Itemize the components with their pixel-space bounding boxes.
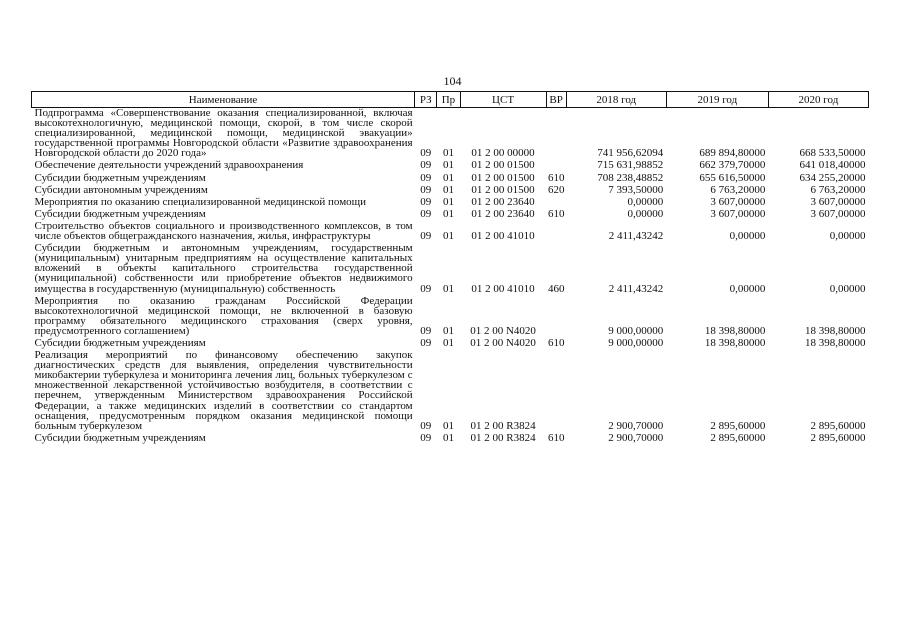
- row-cst: 01 2 00 01500: [471, 183, 535, 196]
- table-row: [32, 243, 869, 295]
- row-vr: [546, 160, 566, 172]
- row-2018: 0,00000: [627, 195, 664, 208]
- row-2019: 0,00000: [729, 230, 766, 243]
- row-2020: 634 255,20000: [799, 171, 866, 184]
- header-name: Наименование: [32, 92, 415, 108]
- row-cst: 01 2 00 23640: [471, 195, 535, 208]
- row-rz: 09: [420, 230, 432, 243]
- row-2018: 715 631,98852: [597, 159, 664, 172]
- row-pr: 01: [442, 431, 454, 444]
- row-pr: 01: [442, 171, 454, 184]
- row-pr: 01: [442, 324, 454, 337]
- row-cst: 01 2 00 R3824: [470, 419, 536, 432]
- row-2020: 3 607,00000: [810, 195, 866, 208]
- row-2020: 641 018,40000: [799, 159, 866, 172]
- row-2018: 7 393,50000: [608, 183, 664, 196]
- row-name: Субсидии бюджетным учреждениям: [34, 207, 206, 220]
- header-pr: Пр: [437, 92, 460, 108]
- row-name: Субсидии бюджетным учреждениям: [34, 431, 206, 444]
- row-pr: 01: [442, 207, 454, 220]
- row-cst: 01 2 00 23640: [471, 207, 535, 220]
- row-rz: 09: [420, 195, 432, 208]
- row-2019: 6 763,20000: [710, 183, 766, 196]
- row-rz: 09: [420, 183, 432, 196]
- table-row: [32, 185, 869, 197]
- row-pr: 01: [442, 195, 454, 208]
- row-cst: 01 2 00 N4020: [470, 324, 536, 337]
- row-cst: 01 2 00 41010: [471, 282, 535, 295]
- row-name: Субсидии бюджетным учреждениям: [34, 171, 206, 184]
- row-rz: 09: [420, 419, 432, 432]
- row-pr: 01: [442, 147, 454, 160]
- row-vr: [546, 221, 566, 243]
- row-name: Мероприятия по оказанию специализированной медицинской помощи: [34, 195, 367, 208]
- row-2018: 2 411,43242: [608, 230, 664, 243]
- row-vr: 460: [548, 282, 565, 295]
- row-name: Обеспечение деятельности учреждений здравоохранения: [34, 159, 304, 172]
- budget-table: [31, 91, 869, 445]
- row-vr: [546, 296, 566, 338]
- row-2019: 18 398,80000: [704, 324, 766, 337]
- row-cst: 01 2 00 01500: [471, 159, 535, 172]
- row-name: Подпрограмма «Совершенствование оказания специализированной, включая высокотехнологичную, медицинской помощи, скорой, в том числе скорой специализированной, медицинской помощи, медицинской эвакуации» государственной программы Новгородской области «Развитие здравоохранения Новгородской области до 2020 года»: [34, 107, 413, 160]
- row-2018: 2 900,70000: [608, 431, 664, 444]
- row-2020: 0,00000: [829, 282, 866, 295]
- row-2019: 3 607,00000: [710, 207, 766, 220]
- row-2020: 18 398,80000: [805, 324, 866, 337]
- row-2020: 2 895,60000: [810, 419, 866, 432]
- row-2018: 9 000,00000: [608, 336, 664, 349]
- row-rz: 09: [420, 324, 432, 337]
- row-pr: 01: [442, 159, 454, 172]
- row-name: Субсидии бюджетным учреждениям: [34, 336, 206, 349]
- row-vr: 610: [548, 171, 565, 184]
- table-row: [32, 350, 869, 433]
- row-2018: 2 411,43242: [608, 282, 664, 295]
- row-2018: 2 900,70000: [608, 419, 664, 432]
- header-row: [32, 92, 869, 108]
- row-rz: 09: [420, 282, 432, 295]
- row-2018: 708 238,48852: [597, 171, 664, 184]
- row-2020: 3 607,00000: [810, 207, 866, 220]
- row-rz: 09: [420, 431, 432, 444]
- header-2018: 2018 год: [566, 92, 666, 108]
- row-pr: 01: [442, 230, 454, 243]
- row-2019: 655 616,50000: [699, 171, 766, 184]
- row-name: Субсидии автономным учреждениям: [34, 183, 208, 196]
- row-vr: 610: [548, 207, 565, 220]
- header-vr: ВР: [546, 92, 566, 108]
- row-cst: 01 2 00 00000: [471, 147, 535, 160]
- row-2019: 662 379,70000: [699, 159, 766, 172]
- row-name: Мероприятия по оказанию гражданам Российской Федерации высокотехнологичной медицинской помощи, не включенной в базовую программу обязательного медицинского страхования (сверх уровня, предусмотренного соглашением): [34, 294, 413, 337]
- row-2020: 668 533,50000: [799, 147, 866, 160]
- row-2018: 741 956,62094: [597, 147, 664, 160]
- header-2020: 2020 год: [768, 92, 868, 108]
- table-row: [32, 221, 869, 243]
- row-2020: 18 398,80000: [805, 336, 866, 349]
- row-vr: 610: [548, 431, 565, 444]
- row-vr: [546, 108, 566, 161]
- header-2019: 2019 год: [666, 92, 768, 108]
- row-2020: 2 895,60000: [810, 431, 866, 444]
- row-2019: 0,00000: [729, 282, 766, 295]
- table-row: [32, 296, 869, 338]
- row-vr: 620: [548, 183, 565, 196]
- row-cst: 01 2 00 01500: [471, 171, 535, 184]
- row-2018: 0,00000: [627, 207, 664, 220]
- row-name: Субсидии бюджетным и автономным учреждениям, государственным (муниципальным) унитарным предприятиям на осуществление капитальных вложений в объекты капитального строительства государственной (муниципальной) собственности или приобретение объектов недвижимого имущества в государственную (муниципальную) собственность: [34, 242, 413, 295]
- row-pr: 01: [442, 282, 454, 295]
- header-rz: РЗ: [415, 92, 437, 108]
- row-rz: 09: [420, 171, 432, 184]
- row-vr: [546, 350, 566, 433]
- row-pr: 01: [442, 183, 454, 196]
- row-rz: 09: [420, 147, 432, 160]
- row-cst: 01 2 00 41010: [471, 230, 535, 243]
- row-rz: 09: [420, 159, 432, 172]
- row-vr: 610: [548, 336, 565, 349]
- row-name: Реализация мероприятий по финансовому обеспечению закупок диагностических средств для выявления, определения чувствительности микобактерии туберкулеза и мониторинга лечения лиц, больных туберкулезом с множественной лекарственной устойчивостью возбудителя, в соответствии с перечнем, утвержденным Министерством здравоохранения Российской Федерации, а также медицинских изделий в соответствии со стандартом оснащения, предусмотренным порядком оказания медицинской помощи больным туберкулезом: [34, 349, 413, 432]
- row-2019: 2 895,60000: [710, 431, 766, 444]
- row-2018: 9 000,00000: [608, 324, 664, 337]
- row-2020: 0,00000: [829, 230, 866, 243]
- header-cst: ЦСТ: [460, 92, 546, 108]
- table-row: [32, 173, 869, 185]
- table-row: [32, 108, 869, 161]
- table-row: [32, 160, 869, 172]
- row-pr: 01: [442, 419, 454, 432]
- row-pr: 01: [442, 336, 454, 349]
- row-2019: 2 895,60000: [710, 419, 766, 432]
- table-row: [32, 433, 869, 445]
- row-2019: 18 398,80000: [704, 336, 766, 349]
- row-2019: 3 607,00000: [710, 195, 766, 208]
- row-2019: 689 894,80000: [699, 147, 766, 160]
- row-cst: 01 2 00 R3824: [470, 431, 536, 444]
- row-rz: 09: [420, 336, 432, 349]
- row-name: Строительство объектов социального и производственного комплексов, в том числе объектов общегражданского назначения, жилья, инфраструктуры: [34, 219, 413, 243]
- row-cst: 01 2 00 N4020: [470, 336, 536, 349]
- page-number: 104: [443, 74, 462, 88]
- row-rz: 09: [420, 207, 432, 220]
- row-2020: 6 763,20000: [810, 183, 866, 196]
